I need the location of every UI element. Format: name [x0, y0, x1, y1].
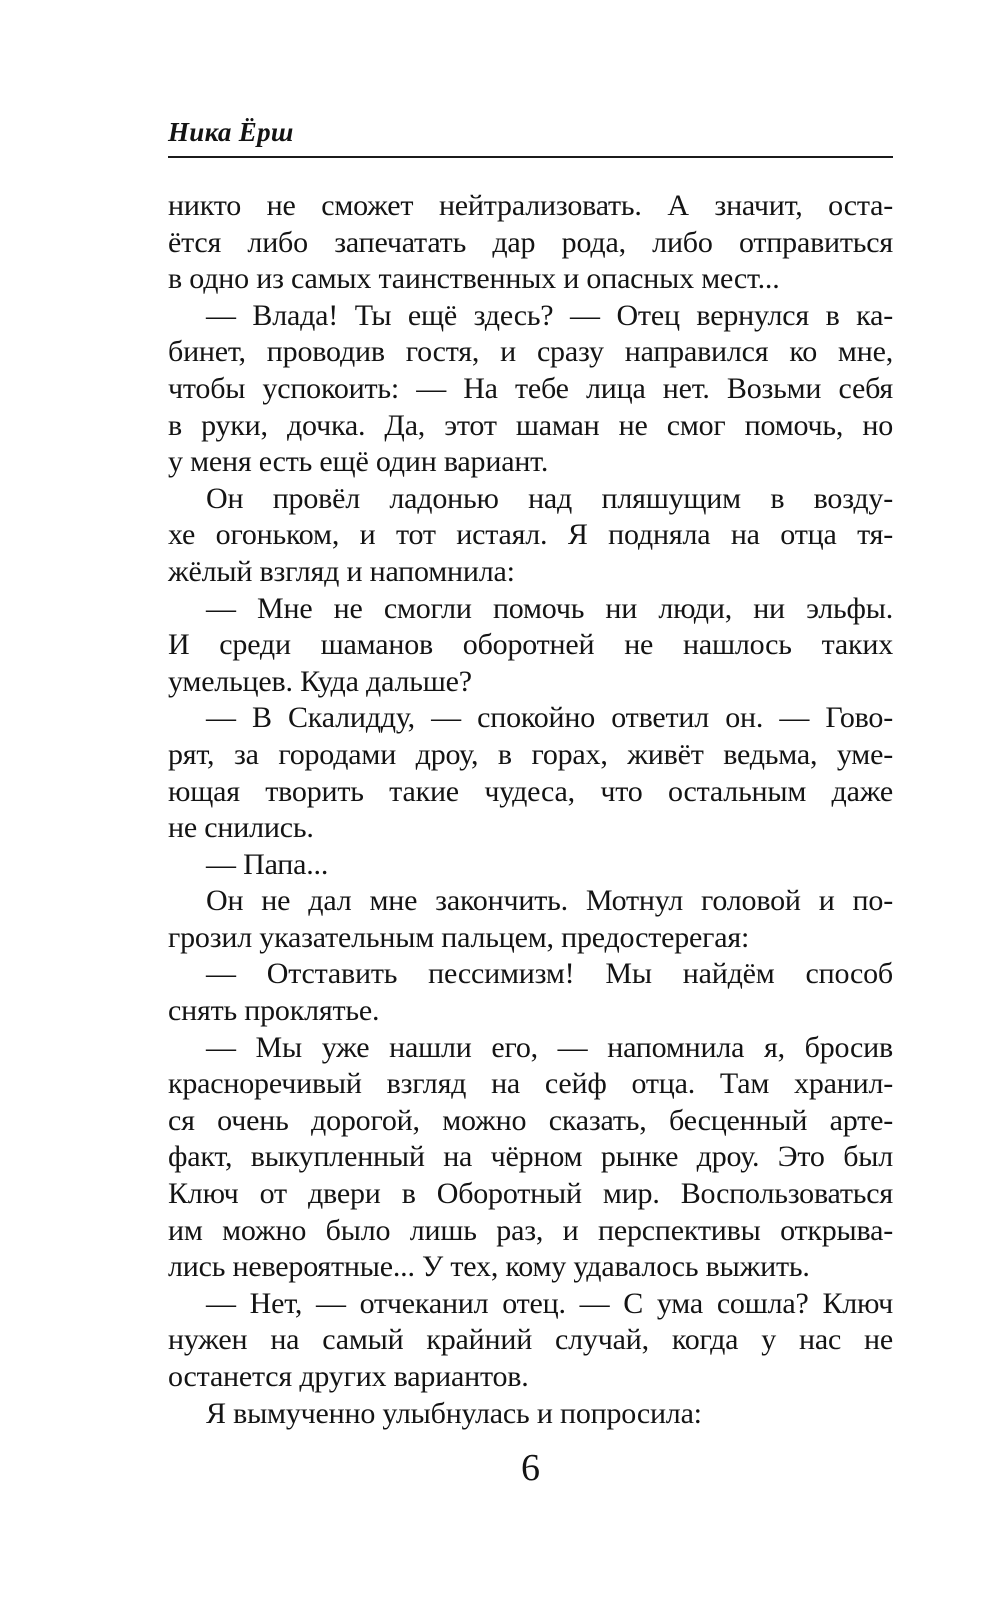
text-line: — Папа... — [206, 847, 329, 881]
text-line: — Нет, — отчеканил отец. — С ума сошла? Ключ — [206, 1286, 893, 1320]
text-line: нужен на самый крайний случай, когда у нас не — [168, 1323, 893, 1357]
text-line: в руки, дочка. Да, этот шаман не смог помочь, но — [168, 408, 893, 442]
running-header: Ника Ёрш — [168, 117, 294, 147]
text-line: останется других вариантов. — [168, 1360, 529, 1393]
text-line: Я вымученно улыбнулась и попросила: — [206, 1396, 702, 1430]
text-line: жёлый взгляд и напомнила: — [168, 554, 515, 588]
paragraph — [168, 1030, 893, 1286]
text-line: факт, выкупленный на чёрном рынке дроу. Это был — [168, 1140, 893, 1174]
text-line: грозил указательным пальцем, предостерегая: — [168, 920, 750, 954]
paragraph — [168, 1286, 893, 1396]
text-line: не снились. — [168, 811, 314, 845]
paragraph — [168, 591, 893, 701]
paragraph — [168, 883, 893, 956]
paragraph — [168, 298, 893, 481]
paragraph — [168, 847, 893, 884]
text-line: снять проклятье. — [168, 994, 380, 1028]
text-line: Ключ от двери в Оборотный мир. Воспользоваться — [168, 1177, 893, 1211]
text-line: бинет, проводив гостя, и сразу направился ко мне, — [168, 335, 893, 369]
text-line: в одно из самых таинственных и опасных мест... — [168, 262, 780, 296]
text-line: никто не сможет нейтрализовать. А значит, оста- — [168, 189, 893, 222]
text-line: И среди шаманов оборотней не нашлось таких — [168, 628, 893, 662]
text-line: чтобы успокоить: — На тебе лица нет. Возьми себя — [168, 371, 893, 405]
text-line: Он провёл ладонью над пляшущим в возду- — [206, 481, 893, 515]
paragraph — [168, 700, 893, 846]
text-line: рят, за городами дроу, в горах, живёт ведьма, уме- — [168, 737, 893, 771]
text-line: ся очень дорогой, можно сказать, бесценный арте- — [168, 1103, 893, 1137]
text-line: ётся либо запечатать дар рода, либо отправиться — [168, 225, 893, 259]
body-text — [168, 188, 893, 1432]
paragraph — [168, 481, 893, 591]
text-line: у меня есть ещё один вариант. — [168, 445, 549, 479]
paragraph — [168, 1396, 893, 1433]
text-line: — Отставить пессимизм! Мы найдём способ — [206, 957, 893, 991]
text-line: Он не дал мне закончить. Мотнул головой и по- — [206, 884, 893, 918]
text-line: умельцев. Куда дальше? — [168, 664, 472, 698]
text-line: — Влада! Ты ещё здесь? — Отец вернулся в ка- — [206, 298, 893, 332]
page-number: 6 — [521, 1447, 540, 1489]
text-line: — В Скалидду, — спокойно ответил он. — Гово- — [206, 701, 893, 735]
paragraph — [168, 188, 893, 298]
paragraph — [168, 956, 893, 1029]
text-line: лись невероятные... У тех, кому удавалось выжить. — [168, 1250, 810, 1284]
text-line: им можно было лишь раз, и перспективы открыва- — [168, 1213, 893, 1247]
text-line: — Мы уже нашли его, — напомнила я, бросив — [206, 1030, 893, 1064]
text-line: — Мне не смогли помочь ни люди, ни эльфы. — [206, 591, 893, 625]
text-line: красноречивый взгляд на сейф отца. Там хранил- — [168, 1067, 893, 1101]
header-rule — [168, 156, 893, 158]
text-line: хе огоньком, и тот истаял. Я подняла на отца тя- — [168, 518, 893, 552]
text-line: ющая творить такие чудеса, что остальным даже — [168, 774, 893, 808]
